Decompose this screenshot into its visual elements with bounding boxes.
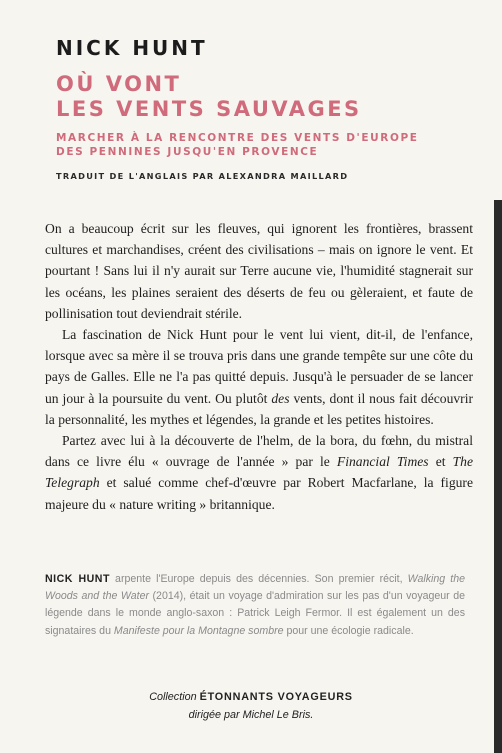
blurb-paragraph-1: On a beaucoup écrit sur les fleuves, qui ignorent les frontières, brassent cultures et marchandises, créent des civilisations – mais on ignore le vent. Et pourtant ! Sans lui il n'y aurait sur Terre aucune vie, l'humidité stagnerait sur les océans, les plaines seraient des déserts de feu ou gèleraient, et faute de pollinisation tout deviendrait stérile. <box>45 221 473 321</box>
book-title-line-1: OÙ VONT <box>56 72 182 96</box>
collection-line <box>0 691 502 703</box>
blurb-p2-text-a: La fascination de Nick Hunt pour le vent lui vient, dit-il, de l'enfance, lorsque avec sa mère il se trouva pris dans une grande tempête sur une côte du pays de Galles. Elle ne l'a pas quitté depuis. Jusqu'à le persuader de se lancer un jour à la poursuite du vent. Ou plutôt <box>45 327 473 406</box>
bio-text-3: pour une écologie radicale. <box>283 624 414 637</box>
translator-credit: TRADUIT DE L'ANGLAIS PAR ALEXANDRA MAILLARD <box>56 171 349 181</box>
book-title-line-2: LES VENTS SAUVAGES <box>56 97 362 121</box>
blurb-paragraph-2 <box>45 324 473 430</box>
blurb-paragraph-3 <box>45 430 473 515</box>
collection-director: dirigée par Michel Le Bris. <box>188 709 314 721</box>
book-subtitle-line-2: DES PENNINES JUSQU'EN PROVENCE <box>56 146 319 158</box>
blurb-p2-emphasis: des <box>271 390 290 406</box>
bio-text-2: (2014), était un voyage d'admiration sur les pas d'un voyageur de légende dans le monde anglo-saxon : Patrick Leigh Fermor. Il est également un des signataires du <box>45 590 466 637</box>
bio-manifesto-title: Manifeste pour la Montagne sombre <box>113 624 284 637</box>
bio-book-title-1: Walking the Woods and the Water <box>45 573 465 603</box>
book-subtitle-line-1: MARCHER À LA RENCONTRE DES VENTS D'EUROPE <box>56 132 419 144</box>
collection-name: ÉTONNANTS VOYAGEURS <box>199 691 353 703</box>
blurb-p3-text-a: Partez avec lui à la découverte de l'helm, de la bora, du fœhn, du mistral dans ce livre élu « ouvrage de l'année » par le <box>45 433 473 470</box>
bio-text-1: arpente l'Europe depuis des décennies. Son premier récit, <box>109 573 408 585</box>
collection-label: Collection <box>149 691 200 703</box>
author-name: NICK HUNT <box>56 36 208 60</box>
blurb-p3-text-b: et <box>428 454 453 470</box>
blurb <box>45 218 473 515</box>
blurb-p3-text-c: et salué comme chef-d'œuvre par Robert Macfarlane, la figure majeure du « nature writing » britannique. <box>45 475 473 512</box>
author-bio <box>45 571 465 640</box>
spine-edge <box>494 200 502 753</box>
blurb-p3-the-telegraph: The Telegraph <box>45 454 473 491</box>
bio-author-name: NICK HUNT <box>45 573 110 585</box>
blurb-p3-financial-times: Financial Times <box>336 454 429 470</box>
blurb-p2-text-b: vents, dont il nous fait découvrir la personnalité, les mythes et légendes, la grande et les petites histoires. <box>45 390 473 427</box>
